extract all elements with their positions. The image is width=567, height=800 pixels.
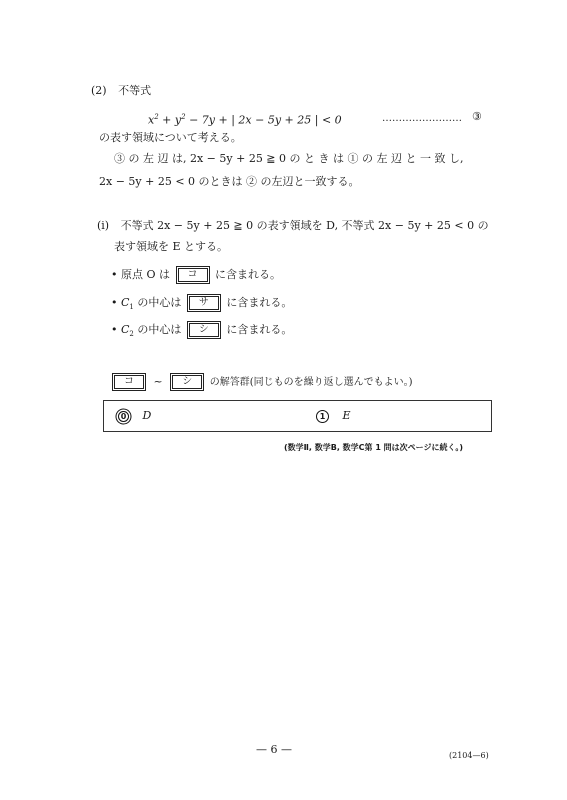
answer-choices-box xyxy=(103,400,492,432)
text-line: ③ の 左 辺 は, 2x − 5y + 25 ≧ 0 の と き は ① の 左 辺 と 一 致 し, xyxy=(114,152,464,165)
part-label: (2) 不等式 xyxy=(91,84,152,97)
page-number: — 6 — xyxy=(256,743,292,756)
choice-1[interactable]: 1 E xyxy=(316,409,351,423)
answer-box-ko-ref: コ xyxy=(112,373,146,391)
part-title: 不等式 xyxy=(118,84,152,97)
answer-box-sa[interactable]: サ xyxy=(187,294,221,312)
continue-note: (数学Ⅱ, 数学B, 数学C第 1 問は次ページに続く。) xyxy=(284,443,464,452)
text-line: 表す領域を E とする。 xyxy=(114,240,229,253)
equation-ref-3: ③ xyxy=(472,110,482,123)
text-line: 不等式 2x − 5y + 25 ≧ 0 の表す領域を D, 不等式 2x − 5y + 25 < 0 の xyxy=(120,219,489,232)
inequality-3: $x^2 + y^2 - 7y$ + | 2x − 5y + 25 | < 0 xyxy=(148,113,342,127)
choice-number-0: 0 xyxy=(118,411,129,422)
bullet-item-c1: • $C_1$ の中心は サ に含まれる。 xyxy=(111,296,293,312)
choice-0[interactable]: 0 D xyxy=(118,409,151,423)
answer-group-header: コ ~ シ の解答群(同じものを繰り返し選んでもよい。) xyxy=(110,373,413,391)
page-code: (2104—6) xyxy=(449,751,489,760)
bullet-item-origin: • 原点 O は コ に含まれる。 xyxy=(111,266,281,284)
text-line: の表す領域について考える。 xyxy=(99,131,242,144)
text-line: 2x − 5y + 25 < 0 のときは ② の左辺と一致する。 xyxy=(99,175,360,188)
answer-box-ko[interactable]: コ xyxy=(176,266,210,284)
choice-number-1: 1 xyxy=(316,410,329,423)
answer-box-shi-ref: シ xyxy=(170,373,204,391)
answer-box-shi[interactable]: シ xyxy=(187,321,221,339)
bullet-item-c2: • $C_2$ の中心は シ に含まれる。 xyxy=(111,323,293,339)
subpart-i: (i) 不等式 2x − 5y + 25 ≧ 0 の表す領域を D, 不等式 2x − 5y + 25 < 0 の xyxy=(97,219,489,232)
leader-dots: …………………… xyxy=(382,113,462,124)
